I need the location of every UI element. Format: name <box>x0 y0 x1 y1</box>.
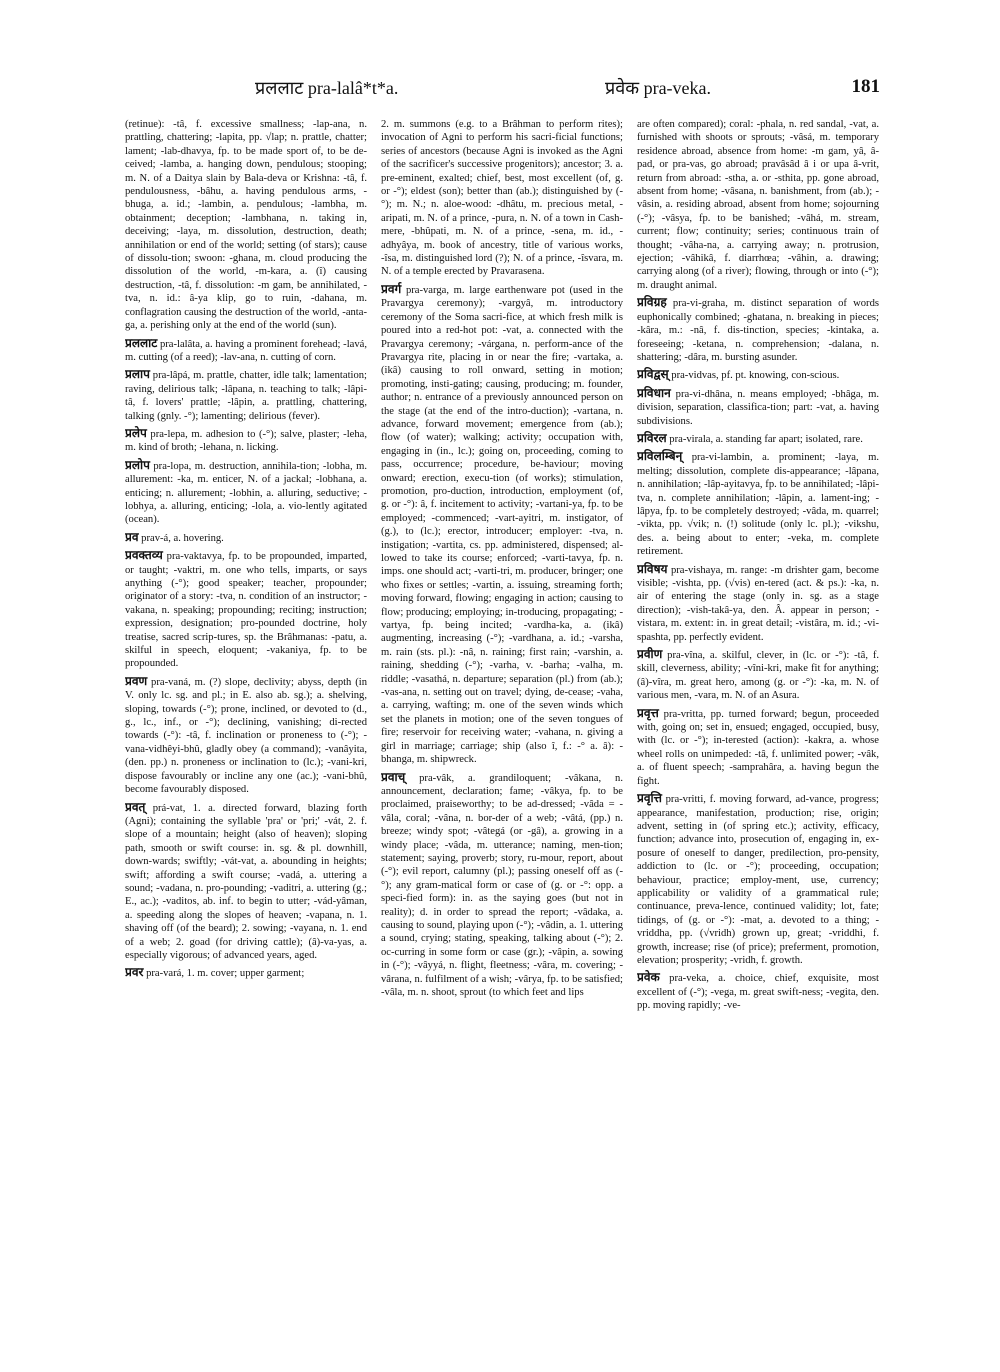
headword: प्रवत् <box>125 799 146 814</box>
column-3 <box>637 118 879 1293</box>
entry-text: prav-á, a. hovering. <box>138 532 224 544</box>
dictionary-entry <box>637 368 879 382</box>
dictionary-entry <box>125 675 367 797</box>
headword: प्रवण <box>125 673 148 688</box>
entry-text: pra-vará, 1. m. cover; upper garment; <box>143 968 305 980</box>
headword: प्रलाप <box>125 367 150 382</box>
right-running-head: प्रवेक pra-veka. <box>605 78 712 98</box>
dictionary-columns <box>125 118 880 1293</box>
entry-text: pra-vi-graha, m. distinct separation of words euphonically combined; -ghatana, n. breaking in pieces; -kâra, m.: -nâ, f. dis-tinction, species; -kintaka, a. foreseeing; -ketana, n. comprehension; -dalana, n. shattering; -dâra, m. bursting asunder. <box>637 298 879 363</box>
entry-text: pra-vi-lambin, a. prominent; -laya, m. melting; dissolution, complete dis-appearance; -lâpana, n. annihilation; -lâp-ayitavya, fp. to be annihilated; -lâpi-tva, n. complete annihilation; -lâpin, a. lament-ing; -lâpya, fp. to be completely destroyed; -vâda, m. quarrel; -vikta, pp. √vik; n. (!) solitude (only lc. pl.); -vikshu, des. a. being about to enter; -veka, m. complete retirement. <box>637 452 879 558</box>
dictionary-entry <box>125 549 367 671</box>
headword: प्रवर <box>125 965 144 980</box>
dictionary-entry <box>637 450 879 558</box>
dictionary-entry <box>637 707 879 788</box>
entry-text: pra-vritta, pp. turned forward; begun, proceeded with, going on; set in, ensued; engaged, occupied, busy, with (lc. or -°); in-terested (action): -kakra, a. whose wheel rolls on unimpeded: -tâ, f. unlimited power; -vâk, a. of fluent speech; -samprahâra, a. having begun the fight. <box>637 708 879 787</box>
dictionary-entry <box>637 971 879 1012</box>
dictionary-entry <box>637 792 879 967</box>
entry-text: 2. m. summons (e.g. to a Brâhman to perform rites); invocation of Agni to perform his sacri-ficial functions; series of ancestors (because Agni is invoked as the Agni of the sacrificer's successive progenitors); ancestor; 3. a. pre-eminent, exalted; chief, best, most excellent (of, g. or -°); eldest (son); better than (ab.); distinguished by (-°); m. N.; n. aloe-wood: -dhâtu, m. precious metal, -aripati, m. N. of a prince, -pura, n. N. of a town in Cash-mere, -bhûpati, m. N. of a prince, -sena, m. id., -adhyâya, m. book of ancestry, title of various works, -îsa, m. distinguished lord (?); N. of a prince, -îsvara, m. N. of a temple erected by Pravarasena. <box>381 119 623 278</box>
dictionary-entry <box>125 966 367 980</box>
entry-text: pra-vi-dhâna, n. means employed; -bhâga, m. division, separation, classifica-tion; part: -vat, a. having subdivisions. <box>637 388 879 427</box>
entry-text: pra-lalâta, a. having a prominent forehead; -lavá, m. cutting (of a reed); -lav-ana, n. cutting of corn. <box>125 338 367 363</box>
headword: प्रविलम्बिन् <box>637 449 683 464</box>
left-running-head: प्रललाट pra-lalâ*t*a. <box>255 78 399 98</box>
headword: प्रलोप <box>125 457 150 472</box>
dictionary-entry <box>125 368 367 423</box>
entry-text: pra-vidvas, pf. pt. knowing, con-scious. <box>668 370 840 382</box>
entry-text: pra-vaktavya, fp. to be propounded, imparted, or taught; -vaktri, m. one who tells, imparts, or says anything (-°); good speaker; teacher, propounder; originator of a story: -tva, n. condition of an instructor; -vakana, n. speaking; propounding; reciting; instruction; expression, designation; pro-pounded doctrine, holy treatise, sacred scrip-tures, sp. the Brâhmanas: -patu, a. skilful in speech, eloquent; -vakaniya, fp. to be propounded. <box>125 551 367 670</box>
continued-entry <box>381 118 623 279</box>
entry-text: pra-vritti, f. moving forward, ad-vance, progress; appearance, manifestation, production; rise, origin; advent, setting in (of spring etc.); activity, efficacy, function; advance into, prosecution of, engaging in, ex-posure of oneself to danger, predilection, pro-pensity, addiction to (lc. or -°); proceeding, occupation; behaviour, practice; employ-ment, use, currency; applicability or validity of a grammatical rule; continuance, preva-lence, continued validity; lot, fate; tidings, of (g. or -°): -mat, a. devoted to a thing; -vriddha, pp. (√vridh) grown up, great; -vriddhi, f. growth, increase; rise (of price); preferment, promotion, elevation; prosperity; -vridh, f. growth. <box>637 794 879 966</box>
entry-text: pra-vâk, a. grandiloquent; -vâkana, n. announcement, declaration; fame; -vâkya, fp. to be proclaimed, praiseworthy; to be ad-dressed; -vâda = -vâla, coral; -vâna, n. bor-der of a web; -vâtá, (pp.) n. breeze; windy spot; -vâtegá (or -gâ), a. growing in a windy place; -vâda, m. utterance; naming, men-tion; statement; saying, proverb; story, ru-mour, report, about (-°); evil report, calumny (pl.); passing oneself off as (-°); any gram-matical form or case of (g. or -°: opp. a speci-fied form): in. as the saying goes (but not in reality); d. in order to spread the report; -vâdaka, a. causing to sound, playing upon (-°); -vâdin, a. 1. uttering a sound, crying; stating, speaking, talking about (-°); 2. oc-curring in some form or case (gr.); -vâpin, a. sowing in (-°); -vâyyá, n. flight, fleetness; -vâra, m. covering; -vârana, n. fulfilment of a wish; -vârya, fp. to be satisfied; -vâla, m. n. shoot, sprout (to which feet and lips <box>381 772 623 998</box>
headword: प्रवर्ग <box>381 281 402 296</box>
dictionary-entry <box>637 432 879 446</box>
headword: प्रविरल <box>637 430 667 445</box>
entry-text: pra-varga, m. large earthenware pot (used in the Pravargya ceremony); -vargyâ, m. introductory ceremony of the Soma sacri-fice, at which fresh milk is poured into a red-hot pot: -vat, a. connected with the Pravargya ceremony; -várgana, n. perform-ance of the Pravargya rite, placing in or near the fire; -vartaka, a. (ikâ) causing to roll onward, setting in motion; promoting, insti-gating; causing, producing; m. founder, author; n. entrance of a previously announced person on the stage (at the end of the intro-duction); -vartana, n. advance, forward movement; emergence from (ab.); flow (of water); walking; activity; occupation with, engaging in (in., lc.); going on, proceeding, coming to pass, occurrence; procedure, be-haviour; moving onward; erection, execu-tion (of works); stimulation, promotion, pro-duction, introduction, employment (of, g. or -°): â, f. incitement to activity; -vartani-ya, fp. to be employed; -commenced; -vart-ayitri, m. instigator, of (g.), to (lc.); erector, introducer; employer: -tva, n. instigation; -vartita, cs. pp. administered, dispensed; al-lowed to take its course; enforced; -varti-tavya, fp. n. imps. one should act; -varti-tri, m. producer, bringer; one who fixes or settles; -vartin, a. issuing, streaming forth; moving forward, flowing; engaging in action; causing to flow; producing; employing; in-troducing, propagating; -vartya, fp. being incited; -vardha-ka, a. (ikâ) augmenting, increasing (-°); -vardhana, a. id.; -varsha, m. rain (sts. pl.): -nâ, n. raining; first rain; -varshin, a. raining, shedding (-°); -varha, v. -barha; -valha, m. riddle; -vasathá, n. departure; separation (pl.) from (ab.); -vas-ana, n. setting out on travel; dying, de-cease; -vaha, a. carrying, wafting; m. one of the seven winds which set the planets in motion; one of the seven tongues of fire; reservoir for receiving water; -vahana, n. giving a girl in marriage; carriage; ship (also î, f.: -° a. â): -bhanga, m. shipwreck. <box>381 284 623 766</box>
headword: प्रवीण <box>637 647 663 662</box>
entry-text: pra-lopa, m. destruction, annihila-tion; -lobha, m. allurement: -ka, m. enticer, N. of a jackal; -lobhana, a. enticing; n. allurement; -lobhin, a. alluring, seductive; -lobhya, a. alluring, enticing; -lola, a. vio-lently agitated (ocean). <box>125 460 367 526</box>
entry-text: (retinue): -tâ, f. excessive smallness; -lap-ana, n. prattling, chattering; -lapita, pp. √lap; n. prattle, chatter; lament; -lab-dhavya, fp. to be made sport of, to be de-ceived; -lamba, a. hanging down, pendulous; stooping; m. N. of a Daitya slain by Bala-deva or Krishna: -tâ, f. pendulousness, -bâhu, a. having pendulous arms, -bhuga, a. id.; -lambin, a. pendulous; -lambha, m. obtainment; deception; -lambhana, n. taking in, deceiving; -laya, m. dissolution, destruction, death; annihilation or end of the world; setting (of stars); cause of dissolu-tion; swoon: -ghana, m. cloud producing the dissolution of the world, -m-kara, a. (î) causing destruction, -tâ, f. dissolution: -m gam, be annihilated, -tva, n. id.: â-ya klip, go to ruin, -dahana, m. conflagration causing the destruction of the world, -anta-ga, a. perishing only at the end of the world (sun). <box>125 119 367 332</box>
entry-text: pra-vîna, a. skilful, clever, in (lc. or -°): -tâ, f. skill, cleverness, ability; -vîni-kri, make fit for anything; (â)-vîra, m. great hero, among (g. or -°): -ka, m. N. of various men, -vara, m. N. of an Asura. <box>637 650 879 702</box>
headword: प्रविद्वस् <box>637 367 669 382</box>
entry-text: prá-vat, 1. a. directed forward, blazing forth (Agni); containing the syllable 'pra' or 'pri;' -vát, 2. f. slope of a mountain; height (also of heaven); sloping path, smooth or swift course: in. sg. & pl. downhill, down-wards; swiftly; -vát-vat, a. abounding in heights; swift; affording a swift course; -vadá, a. uttering a sound; -vadana, n. pro-pounding; -vaditri, a. uttering (g.; E., ac.); -vaditos, ab. inf. to begin to utter; -vád-yâman, a. speeding along the slopes of heaven; -vapana, n. 1. shaving off (of the beard); 2. sowing; -vayana, n. 1. end of a web; 2. goad (for driving cattle); (â)-va-yas, a. especially vigorous; of advanced years, aged. <box>125 802 367 961</box>
entry-text: pra-lâpá, m. prattle, chatter, idle talk; lamentation; raving, delirious talk; -lâpana, n. teaching to talk; -lâpi-tâ, f. lovers' prattle; -lâpin, a. prattling, chattering, talking (gnly. -°); lamenting; delirious (fever). <box>125 370 367 422</box>
entry-text: pra-virala, a. standing far apart; isolated, rare. <box>666 433 863 445</box>
headword: प्रवेक <box>637 970 660 985</box>
headword: प्रवाच् <box>381 769 406 784</box>
dictionary-entry <box>125 459 367 527</box>
dictionary-entry <box>637 296 879 364</box>
entry-text: pra-vishaya, m. range: -m drishter gam, become visible; -vishta, pp. (√vis) en-tered (act. & ps.): -ka, n. air of entering the stage (only in. sg. as a stage direction); -vish-takâ-ya, den. Â. appear in person; -vistara, m. extent: in. in great detail; -vistâra, m. id.; -vi-spashta, pp. perfectly evident. <box>637 564 879 643</box>
headword: प्रविधान <box>637 385 671 400</box>
dictionary-entry <box>637 387 879 428</box>
entry-text: pra-lepa, m. adhesion to (-°); salve, plaster; -leha, m. kind of broth; -lehana, n. licking. <box>125 428 367 454</box>
headword: प्रविग्रह <box>637 295 667 310</box>
page-number: 181 <box>851 76 880 97</box>
headword: प्रवक्तव्य <box>125 548 163 563</box>
entry-text: pra-veka, a. choice, chief, exquisite, most excellent of (-°); -vega, m. great swift-ness; -vegita, den. pp. moving rapidly; -ve- <box>637 973 879 1012</box>
dictionary-entry <box>125 337 367 365</box>
headword: प्रलेप <box>125 425 147 440</box>
headword: प्रललाट <box>125 335 158 350</box>
dictionary-entry <box>125 801 367 963</box>
headword: प्रवृत्ति <box>637 791 662 806</box>
headword: प्रवृत्त <box>637 705 659 720</box>
entry-text: pra-vaná, m. (?) slope, declivity; abyss, depth (in V. only lc. sg. and pl.; in E. also ab. sg.); a. shelving, sloping, towards (-°); prone, inclined, or devoted to (d., g., lc., inf., or -°); declining, vanishing; di-rected towards (-°): -tâ, f. inclination or proneness to (-°); -vana-vidhêyi-bhû, gladly obey (a command); -vanâyita, (den. pp.) n. proneness or inclination to (lc.); -vani-kri, dispose favourably or incline any one (ac.); -vani-bhû, become favourably disposed. <box>125 676 367 796</box>
column-1 <box>125 118 367 1293</box>
continued-entry <box>125 118 367 333</box>
headword: प्रविषय <box>637 561 668 576</box>
headword: प्रव <box>125 529 139 544</box>
page-header <box>125 76 880 106</box>
dictionary-entry <box>381 771 623 1000</box>
continued-entry <box>637 118 879 292</box>
dictionary-entry <box>381 283 623 767</box>
dictionary-entry <box>125 531 367 545</box>
entry-text: are often compared); coral: -phala, n. red sandal, -vat, a. furnished with shoots or sprouts; -vâsá, m. temporary residence abroad, absence from home: -m gam, yâ, â-pad, or pra-vas, go abroad; pravâsâd â i or upa â-vrit, return from abroad: -stha, a. or -sthita, pp. gone abroad, absent from home; -vâsana, n. banishment, from (ab.); -vâsin, a. residing abroad, absent from home; sojourning (-°); -vâsya, fp. to be banished; -vâhá, m. stream, current; flow; continuity; series; continuous train of thought; -vâha-na, a. carrying away; n. protrusion, ejection; -vâhikâ, f. diarrhœa; -vâhin, a. drawing; carrying along (of a river); flowing, through or into (-°); m. draught animal. <box>637 119 879 291</box>
column-2 <box>381 118 623 1293</box>
dictionary-entry <box>125 427 367 455</box>
dictionary-entry <box>637 563 879 644</box>
dictionary-entry <box>637 648 879 703</box>
